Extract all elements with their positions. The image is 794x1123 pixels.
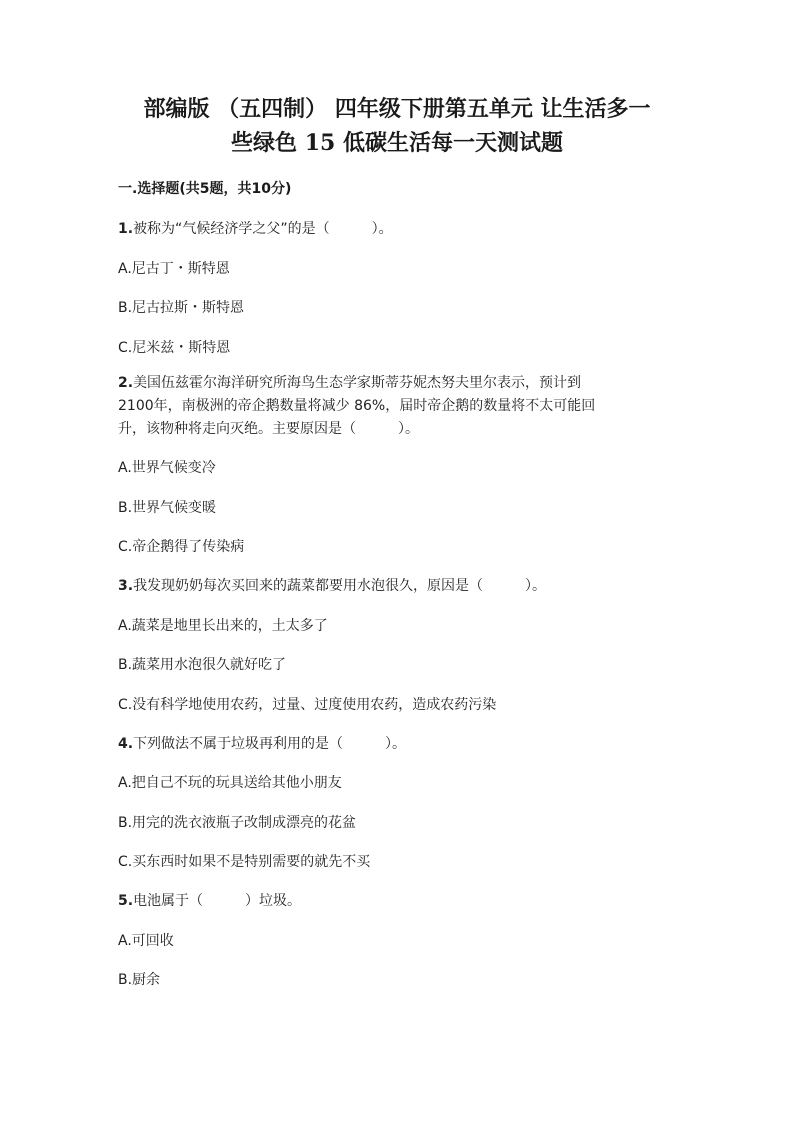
- question-text: 我发现奶奶每次买回来的蔬菜都要用水泡很久，原因是（ ）。: [133, 578, 547, 594]
- question-text: 电池属于（ ）垃圾。: [133, 893, 302, 909]
- document-title: [90, 92, 704, 160]
- question-5-option-a: A.可回收: [118, 933, 174, 949]
- question-text: 下列做法不属于垃圾再利用的是（ ）。: [133, 736, 407, 752]
- question-4-option-a: A.把自己不玩的玩具送给其他小朋友: [118, 775, 342, 791]
- question-4-option-c: C.买东西时如果不是特别需要的就先不买: [118, 854, 371, 870]
- question-4-option-b: B.用完的洗衣液瓶子改制成漂亮的花盆: [118, 815, 357, 831]
- question-3-option-c: C.没有科学地使用农药，过量、过度使用农药，造成农药污染: [118, 697, 497, 713]
- title-line-1: 部编版 （五四制） 四年级下册第五单元 让生活多一: [143, 96, 651, 122]
- question-2-option-b: B.世界气候变暖: [118, 500, 217, 516]
- question-text-line-1: 美国伍兹霍尔海洋研究所海鸟生态学家斯蒂芬妮杰努夫里尔表示，预计到: [133, 375, 582, 391]
- question-number: 4.: [118, 736, 134, 752]
- question-number: 3.: [118, 578, 134, 594]
- question-2-stem: [118, 372, 678, 441]
- question-4-stem: [118, 733, 406, 753]
- question-1-stem: [118, 218, 393, 238]
- question-1-option-a: A.尼古丁・斯特恩: [118, 261, 230, 277]
- question-text-line-3: 升，该物种将走向灭绝。主要原因是（ ）。: [118, 421, 419, 437]
- question-3-option-b: B.蔬菜用水泡很久就好吃了: [118, 657, 287, 673]
- question-2-option-a: A.世界气候变冷: [118, 460, 216, 476]
- title-line-2: 些绿色 15 低碳生活每一天测试题: [231, 130, 563, 156]
- question-text: 被称为“气候经济学之父”的是（ ）。: [133, 221, 393, 237]
- question-1-option-b: B.尼古拉斯・斯特恩: [118, 300, 245, 316]
- question-number: 5.: [118, 893, 134, 909]
- question-3-stem: [118, 575, 546, 595]
- question-3-option-a: A.蔬菜是地里长出来的，土太多了: [118, 618, 328, 634]
- question-5-option-b: B.厨余: [118, 972, 161, 988]
- question-number: 1.: [118, 221, 134, 237]
- question-1-option-c: C.尼米兹・斯特恩: [118, 340, 231, 356]
- question-text-line-2: 2100年，南极洲的帝企鹅数量将减少 86%，届时帝企鹅的数量将不太可能回: [118, 398, 596, 414]
- section-heading: 一.选择题(共5题，共10分): [118, 181, 292, 197]
- question-2-option-c: C.帝企鹅得了传染病: [118, 539, 245, 555]
- question-number: 2.: [118, 375, 134, 391]
- question-5-stem: [118, 890, 301, 910]
